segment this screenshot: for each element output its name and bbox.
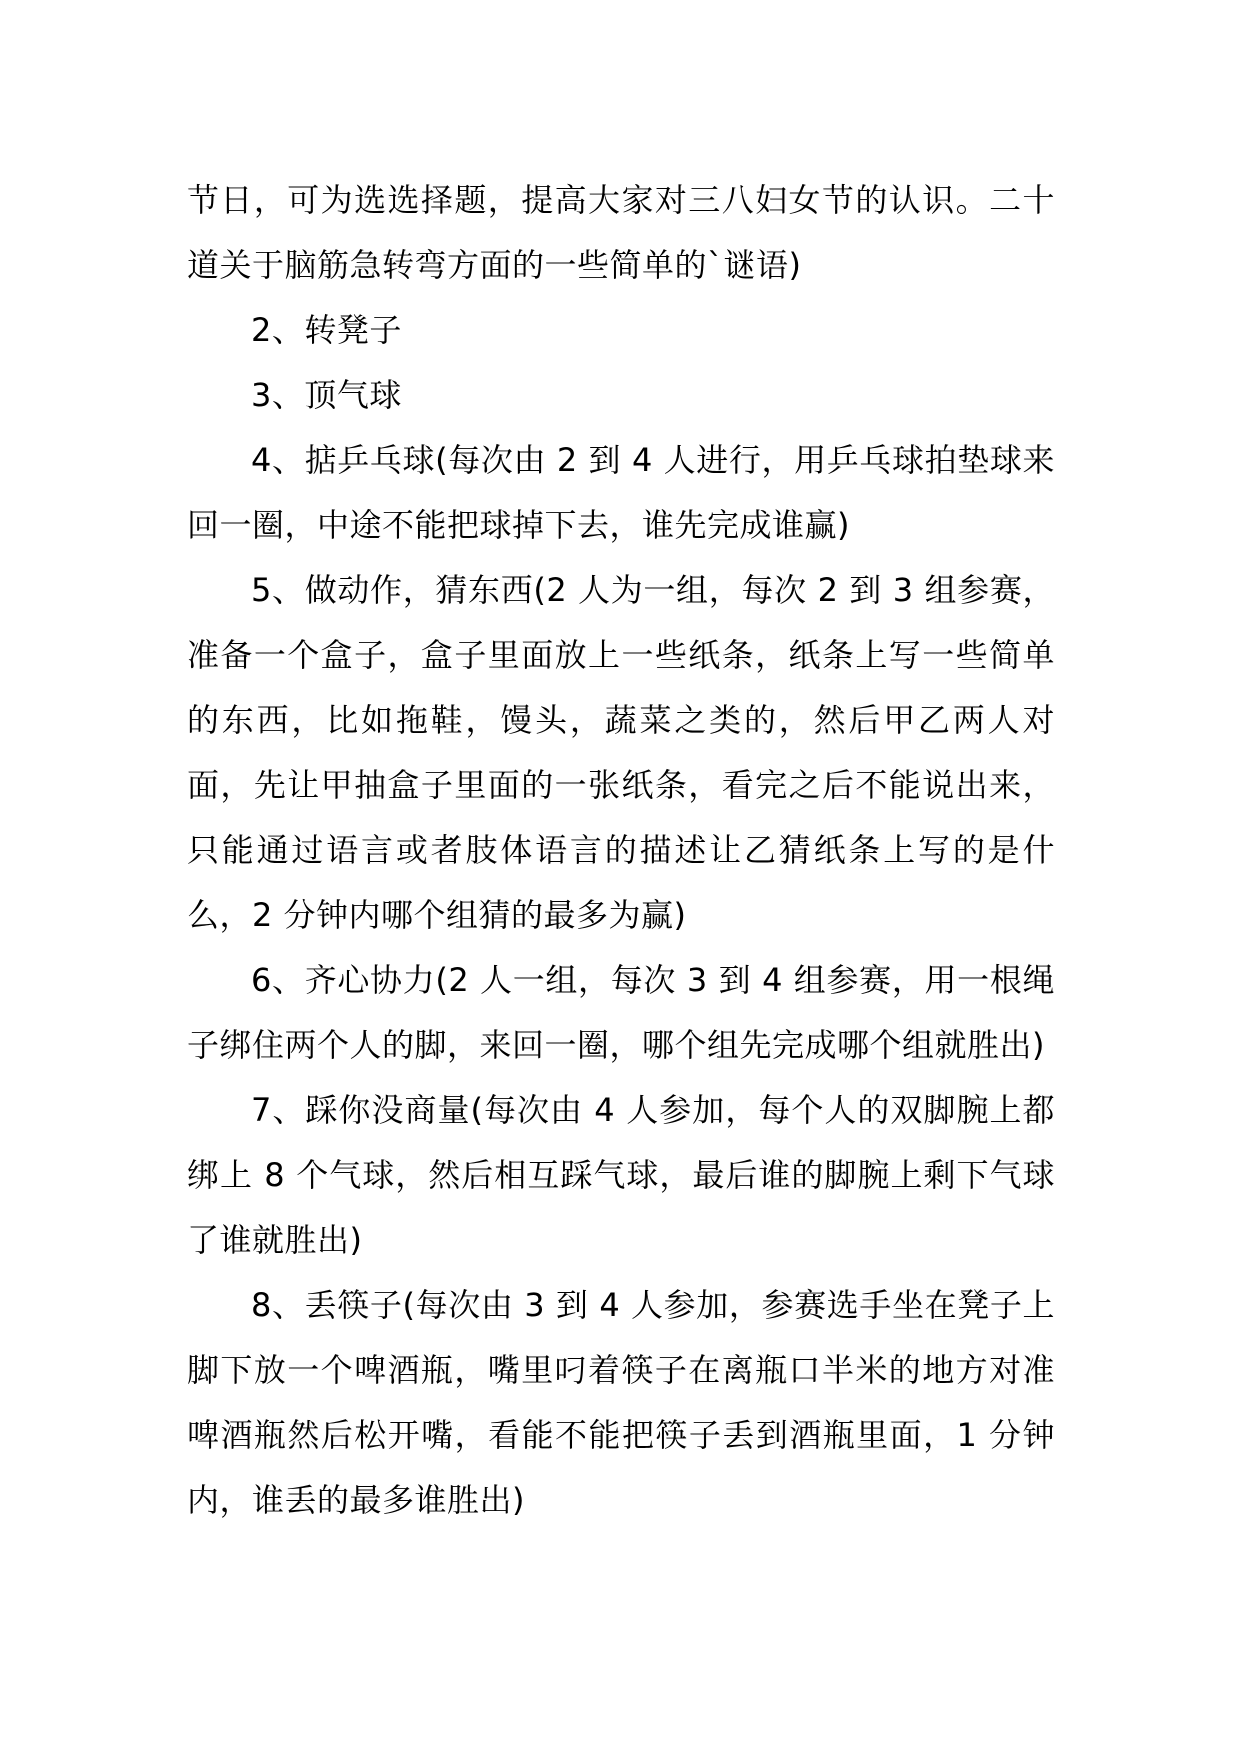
paragraph-item-3: 3、顶气球: [251, 376, 402, 414]
paragraph-item-4: 4、掂乒乓球(每次由 2 到 4 人进行，用乒乓球拍垫球来回一圈，中途不能把球掉下去，谁先完成谁赢): [187, 441, 1055, 544]
paragraph-item-6: 6、齐心协力(2 人一组，每次 3 到 4 组参赛，用一根绳子绑住两个人的脚，来回一圈，哪个组先完成哪个组就胜出): [187, 961, 1055, 1064]
document-page: [187, 168, 1055, 1533]
paragraph-intro: 节日，可为选选择题，提高大家对三八妇女节的认识。二十道关于脑筋急转弯方面的一些简单的`谜语): [187, 181, 1055, 284]
paragraph-item-2: 2、转凳子: [251, 311, 402, 349]
paragraph-item-8: 8、丢筷子(每次由 3 到 4 人参加，参赛选手坐在凳子上脚下放一个啤酒瓶，嘴里叼着筷子在离瓶口半米的地方对准啤酒瓶然后松开嘴，看能不能把筷子丢到酒瓶里面，1 分钟内，谁丢的最多谁胜出): [187, 1286, 1055, 1519]
paragraph-item-7: 7、踩你没商量(每次由 4 人参加，每个人的双脚腕上都绑上 8 个气球，然后相互踩气球，最后谁的脚腕上剩下气球了谁就胜出): [187, 1091, 1055, 1259]
paragraph-item-5: 5、做动作，猜东西(2 人为一组，每次 2 到 3 组参赛，准备一个盒子，盒子里面放上一些纸条，纸条上写一些简单的东西，比如拖鞋，馒头，蔬菜之类的，然后甲乙两人对面，先让甲抽盒子里面的一张纸条，看完之后不能说出来，只能通过语言或者肢体语言的描述让乙猜纸条上写的是什么，2 分钟内哪个组猜的最多为赢): [187, 571, 1055, 934]
